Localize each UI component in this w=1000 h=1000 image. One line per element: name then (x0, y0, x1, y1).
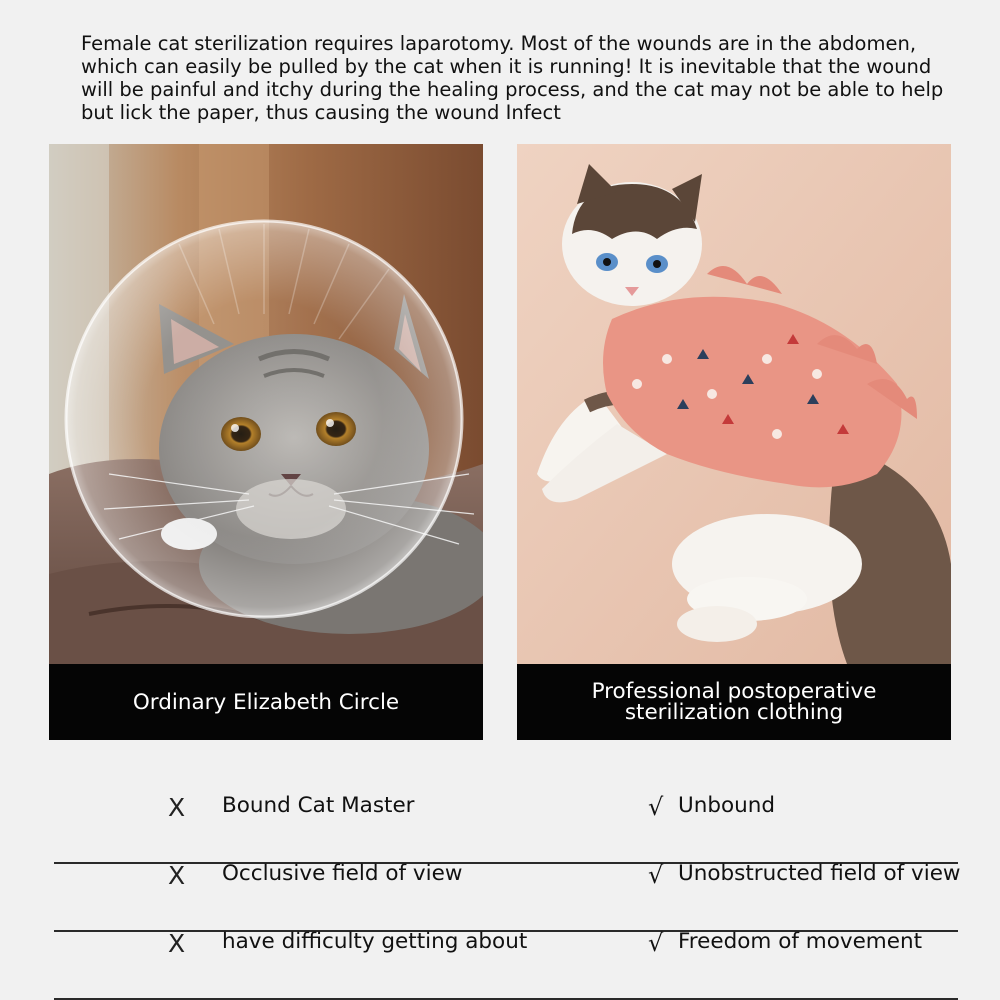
con-text: Bound Cat Master (222, 793, 415, 818)
cat-cone-photo (49, 144, 483, 664)
check-mark-icon: √ (648, 929, 664, 957)
caption-elizabeth-circle: Ordinary Elizabeth Circle (49, 664, 483, 740)
panel-elizabeth-circle (49, 144, 483, 740)
intro-paragraph: Female cat sterilization requires laparotomy. Most of the wounds are in the abdomen, which can easily be pulled by the cat when it is running! It is inevitable that the wound will be painful and itchy during the healing process, and the cat may not be able to help but lick the paper, thus causing the wound Infect (81, 32, 944, 124)
x-mark-icon: X (168, 861, 186, 890)
x-mark-icon: X (168, 793, 186, 822)
panel-sterilization-clothing (517, 144, 951, 740)
pro-text: Unbound (678, 793, 776, 818)
x-mark-icon: X (168, 929, 186, 958)
pro-text: Freedom of movement (678, 929, 923, 954)
con-text: have difficulty getting about (222, 929, 528, 954)
con-text: Occlusive field of view (222, 861, 463, 886)
comparison-row (54, 793, 958, 863)
check-mark-icon: √ (648, 861, 664, 889)
caption-sterilization-clothing: Professional postoperative sterilization clothing (517, 664, 951, 740)
pro-text: Unobstructed field of view (678, 861, 961, 886)
cat-clothing-photo (517, 144, 951, 664)
check-mark-icon: √ (648, 793, 664, 821)
comparison-row (54, 861, 961, 931)
comparison-row (54, 929, 958, 999)
